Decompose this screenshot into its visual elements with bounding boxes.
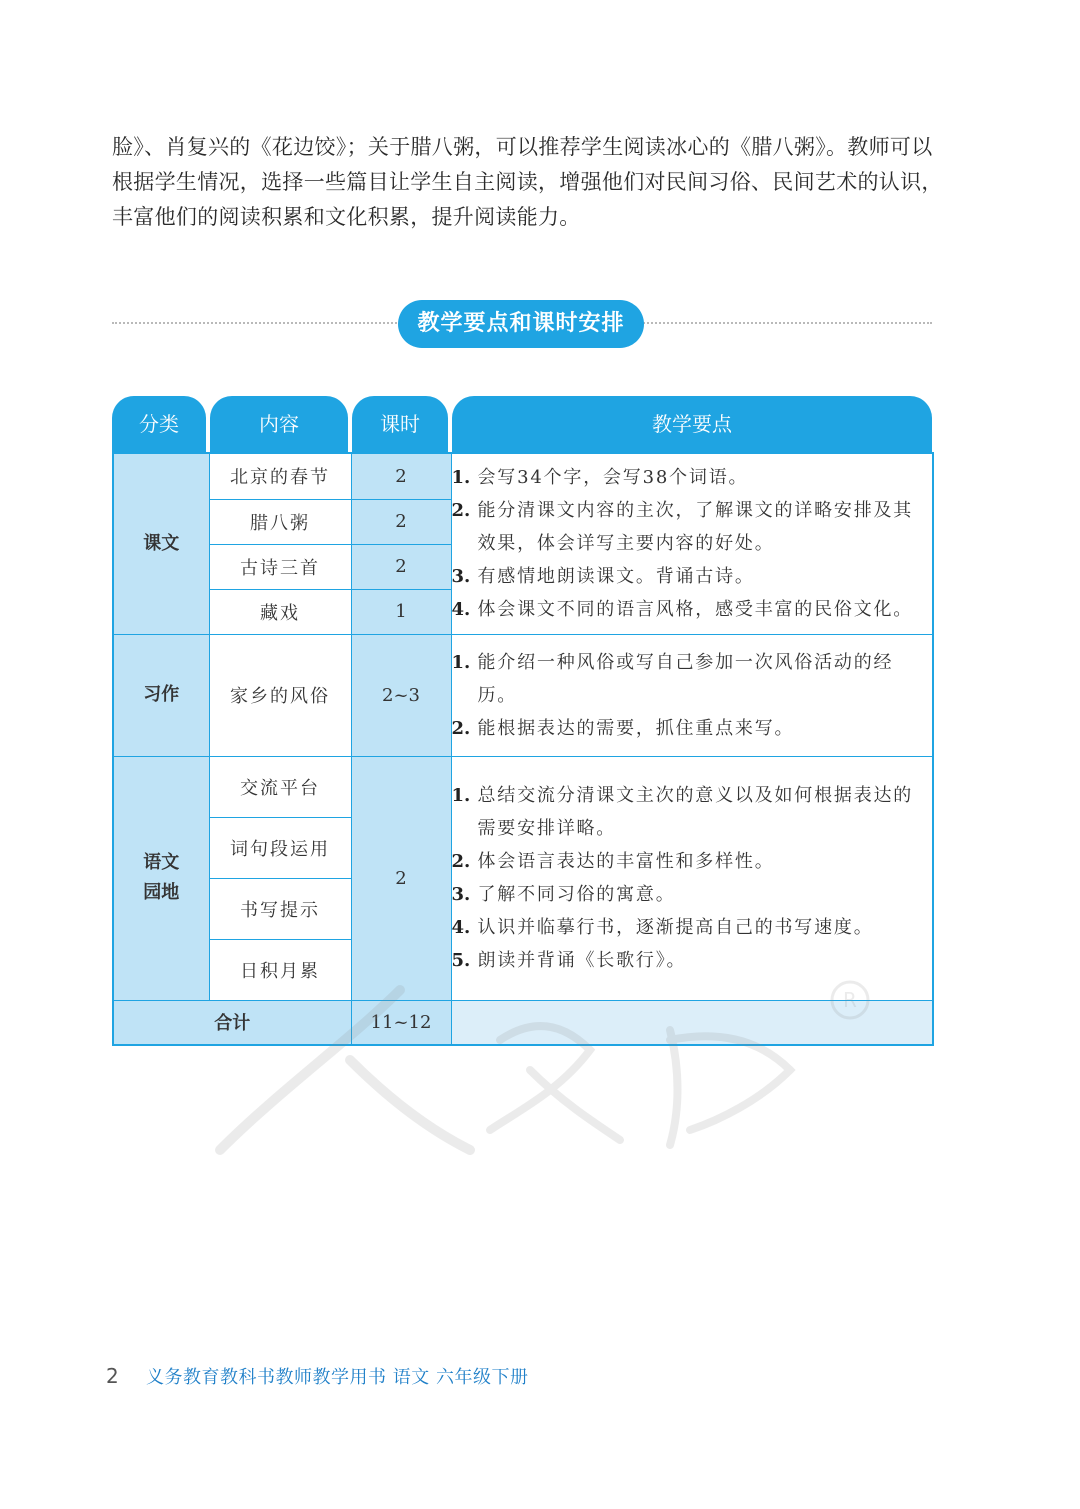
- item-text: 能介绍一种风俗或写自己参加一次风俗活动的经历。: [477, 651, 894, 706]
- intro-line: 根据学生情况，选择一些篇目让学生自主阅读，增强他们对民间习俗、民间艺术的认识，: [112, 170, 943, 194]
- header-category: 分类: [112, 396, 206, 453]
- list-item: [452, 461, 933, 494]
- category-cell: 课文: [113, 453, 209, 634]
- list-item: [452, 944, 933, 977]
- content-cell: 书写提示: [209, 878, 351, 939]
- hours-cell: 2: [351, 499, 451, 544]
- intro-line: 脸》、肖复兴的《花边饺》；关于腊八粥，可以推荐学生阅读冰心的《腊八粥》。教师可以: [112, 135, 933, 159]
- plan-table-body: [112, 452, 934, 1046]
- list-item: [452, 911, 933, 944]
- content-cell: 日积月累: [209, 939, 351, 1000]
- item-number: 1.: [451, 651, 471, 673]
- publisher-watermark: [200, 980, 880, 1160]
- list-item: [452, 494, 933, 560]
- item-text: 体会课文不同的语言风格，感受丰富的民俗文化。: [477, 599, 914, 621]
- item-number: 4.: [451, 917, 471, 938]
- item-number: 1.: [451, 785, 471, 806]
- hours-cell: 2: [351, 453, 451, 499]
- table-row: [113, 453, 933, 499]
- item-text: 能分清课文内容的主次，了解课文的详略安排及其效果，体会详写主要内容的好处。: [477, 500, 914, 555]
- content-cell: 藏戏: [209, 589, 351, 634]
- list-item: [452, 845, 933, 878]
- item-number: 5.: [451, 950, 471, 971]
- item-number: 2.: [451, 851, 471, 872]
- key-points-list: [452, 461, 933, 626]
- page-footer: [106, 1362, 528, 1390]
- item-number: 3.: [451, 566, 471, 588]
- book-title: 义务教育教科书教师教学用书 语文 六年级下册: [146, 1367, 529, 1388]
- content-cell: 家乡的风俗: [209, 634, 351, 756]
- key-points-cell: [451, 453, 933, 634]
- content-cell: 腊八粥: [209, 499, 351, 544]
- intro-paragraph: [112, 130, 942, 235]
- total-label: 合计: [113, 1000, 351, 1045]
- item-number: 2.: [451, 500, 471, 522]
- hours-cell: 2: [351, 544, 451, 589]
- content-cell: 词句段运用: [209, 817, 351, 878]
- teaching-plan-table: [112, 396, 932, 1035]
- content-cell: 古诗三首: [209, 544, 351, 589]
- item-number: 4.: [451, 599, 471, 621]
- hours-cell: 1: [351, 589, 451, 634]
- list-item: [452, 779, 933, 845]
- category-cell: 习作: [113, 634, 209, 756]
- key-points-cell: [451, 756, 933, 1000]
- page-number: 2: [106, 1364, 119, 1388]
- item-text: 认识并临摹行书，逐渐提高自己的书写速度。: [477, 917, 874, 938]
- table-header: [112, 396, 932, 453]
- item-text: 体会语言表达的丰富性和多样性。: [477, 851, 775, 872]
- hours-cell: 2~3: [351, 634, 451, 756]
- list-item: [452, 712, 933, 745]
- item-text: 能根据表达的需要，抓住重点来写。: [477, 717, 795, 739]
- header-hours: 课时: [352, 396, 448, 453]
- item-number: 3.: [451, 884, 471, 905]
- item-number: 2.: [451, 717, 471, 739]
- total-hours: 11~12: [351, 1000, 451, 1045]
- section-title: 教学要点和课时安排: [398, 300, 644, 348]
- list-item: [452, 560, 933, 593]
- table-row: [113, 634, 933, 756]
- item-text: 了解不同习俗的寓意。: [477, 884, 676, 905]
- key-points-list: [452, 779, 933, 977]
- key-points-list: [452, 646, 933, 745]
- item-number: 1.: [451, 467, 471, 489]
- item-text: 总结交流分清课文主次的意义以及如何根据表达的需要安排详略。: [477, 785, 914, 839]
- key-points-cell: [451, 634, 933, 756]
- item-text: 会写34个字，会写38个词语。: [477, 467, 749, 489]
- svg-text:R: R: [843, 988, 857, 1012]
- list-item: [452, 593, 933, 626]
- list-item: [452, 878, 933, 911]
- intro-line: 丰富他们的阅读积累和文化积累，提升阅读能力。: [112, 205, 581, 229]
- hours-cell: 2: [351, 756, 451, 1000]
- category-cell: [113, 756, 209, 1000]
- category-line: 语文: [143, 852, 180, 873]
- header-key-points: 教学要点: [452, 396, 932, 453]
- content-cell: 交流平台: [209, 756, 351, 817]
- list-item: [452, 646, 933, 712]
- item-text: 朗读并背诵《长歌行》。: [477, 950, 687, 971]
- content-cell: 北京的春节: [209, 453, 351, 499]
- category-line: 园地: [143, 882, 180, 903]
- header-content: 内容: [210, 396, 348, 453]
- table-row: [113, 756, 933, 817]
- item-text: 有感情地朗读课文。背诵古诗。: [477, 566, 755, 588]
